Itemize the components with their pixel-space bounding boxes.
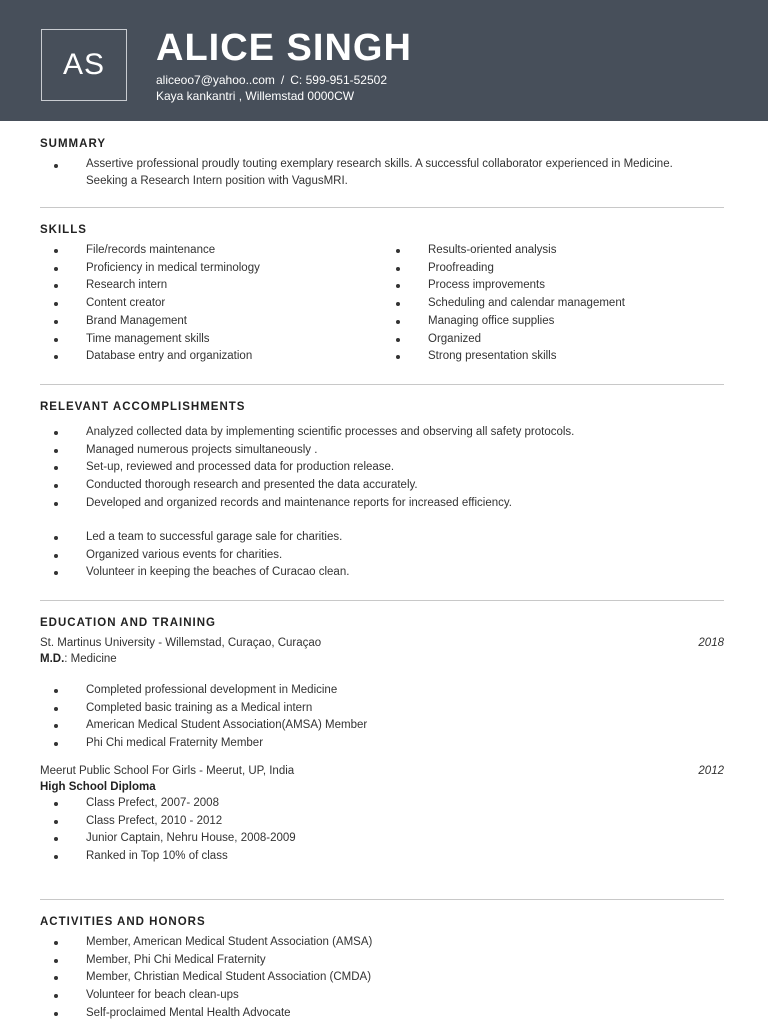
list-item: Database entry and organization xyxy=(86,348,260,366)
list-item: Content creator xyxy=(86,295,260,313)
address-text: Kaya kankantri , Willemstad 0000CW xyxy=(156,89,355,103)
activities-list xyxy=(86,934,372,1023)
accomplishments-list-1 xyxy=(86,424,574,513)
bullet-dot xyxy=(54,1012,58,1016)
list-item: Process improvements xyxy=(428,277,625,295)
skills-list-right xyxy=(428,242,625,366)
graduation-year: 2018 xyxy=(698,637,724,649)
school-name: Meerut Public School For Girls - Meerut, UP, India xyxy=(40,765,295,777)
bullet-dot xyxy=(54,284,58,288)
list-item: Research intern xyxy=(86,277,260,295)
list-item: Strong presentation skills xyxy=(428,348,625,366)
list-item: Proofreading xyxy=(428,260,625,278)
bullet-dot xyxy=(396,249,400,253)
bullet-dot xyxy=(54,802,58,806)
list-item: Scheduling and calendar management xyxy=(428,295,625,313)
list-item: File/records maintenance xyxy=(86,242,260,260)
monogram-badge: AS xyxy=(41,29,127,101)
phone-text: C: 599-951-52502 xyxy=(290,73,388,87)
list-item: Volunteer for beach clean-ups xyxy=(86,987,372,1005)
list-item: Organized various events for charities. xyxy=(86,547,349,565)
bullet-dot xyxy=(54,466,58,470)
bullet-dot xyxy=(54,431,58,435)
accomplishments-heading: RELEVANT ACCOMPLISHMENTS xyxy=(40,401,246,413)
bullet-dot xyxy=(396,338,400,342)
list-item: Results-oriented analysis xyxy=(428,242,625,260)
list-item: American Medical Student Association(AMSA) Member xyxy=(86,717,367,735)
list-item: Completed basic training as a Medical intern xyxy=(86,700,367,718)
degree-line: High School Diploma xyxy=(40,781,156,793)
bullet-dot xyxy=(54,994,58,998)
section-divider xyxy=(40,384,724,385)
list-item: Member, American Medical Student Association (AMSA) xyxy=(86,934,372,952)
bullet-dot xyxy=(54,302,58,306)
list-item: Self-proclaimed Mental Health Advocate xyxy=(86,1005,372,1023)
degree-line: M.D.: Medicine xyxy=(40,653,117,665)
list-item: Time management skills xyxy=(86,331,260,349)
list-item: Developed and organized records and maintenance reports for increased efficiency. xyxy=(86,495,574,513)
list-item: Member, Christian Medical Student Association (CMDA) xyxy=(86,969,372,987)
bullet-dot xyxy=(396,302,400,306)
activities-heading: ACTIVITIES AND HONORS xyxy=(40,916,206,928)
skills-heading: SKILLS xyxy=(40,224,87,236)
list-item: Junior Captain, Nehru House, 2008-2009 xyxy=(86,830,296,848)
list-item: Managed numerous projects simultaneously . xyxy=(86,442,574,460)
list-item: Class Prefect, 2010 - 2012 xyxy=(86,813,296,831)
bullet-dot xyxy=(54,536,58,540)
list-item: Member, Phi Chi Medical Fraternity xyxy=(86,952,372,970)
bullet-dot xyxy=(54,820,58,824)
bullet-dot xyxy=(54,267,58,271)
school-name: St. Martinus University - Willemstad, Curaçao, Curaçao xyxy=(40,637,322,649)
graduation-year: 2012 xyxy=(698,765,724,777)
section-divider xyxy=(40,207,724,208)
list-item: Volunteer in keeping the beaches of Curacao clean. xyxy=(86,564,349,582)
bullet-dot xyxy=(54,554,58,558)
bullet-dot xyxy=(396,267,400,271)
section-divider xyxy=(40,899,724,900)
list-item: Conducted thorough research and presented the data accurately. xyxy=(86,477,574,495)
bullet-dot xyxy=(54,689,58,693)
bullet-dot xyxy=(54,320,58,324)
education-list-1 xyxy=(86,682,367,753)
list-item: Brand Management xyxy=(86,313,260,331)
contact-line-1 xyxy=(156,72,387,88)
bullet-dot xyxy=(396,320,400,324)
email-text: aliceoo7@yahoo..com xyxy=(156,73,275,87)
section-divider xyxy=(40,600,724,601)
education-list-2 xyxy=(86,795,296,866)
bullet-dot xyxy=(54,164,58,168)
education-heading: EDUCATION AND TRAINING xyxy=(40,617,216,629)
bullet-dot xyxy=(396,355,400,359)
list-item: Analyzed collected data by implementing scientific processes and observing all safety protocols. xyxy=(86,424,574,442)
bullet-dot xyxy=(54,976,58,980)
list-item: Phi Chi medical Fraternity Member xyxy=(86,735,367,753)
bullet-dot xyxy=(54,484,58,488)
bullet-dot xyxy=(54,502,58,506)
accomplishments-list-2 xyxy=(86,529,349,582)
list-item: Class Prefect, 2007- 2008 xyxy=(86,795,296,813)
bullet-dot xyxy=(54,571,58,575)
candidate-name: ALICE SINGH xyxy=(156,27,412,69)
summary-heading: SUMMARY xyxy=(40,138,106,150)
resume-header xyxy=(0,0,768,121)
list-item: Organized xyxy=(428,331,625,349)
bullet-dot xyxy=(54,855,58,859)
bullet-dot xyxy=(54,355,58,359)
bullet-dot xyxy=(54,837,58,841)
bullet-dot xyxy=(54,724,58,728)
list-item: Managing office supplies xyxy=(428,313,625,331)
list-item: Led a team to successful garage sale for charities. xyxy=(86,529,349,547)
summary-text: Assertive professional proudly touting exemplary research skills. A successful collaborator experienced in Medicine. Seeking a Research Intern position with VagusMRI. xyxy=(86,158,673,187)
bullet-dot xyxy=(54,707,58,711)
bullet-dot xyxy=(396,284,400,288)
contact-info xyxy=(156,72,387,104)
bullet-dot xyxy=(54,249,58,253)
bullet-dot xyxy=(54,449,58,453)
bullet-dot xyxy=(54,742,58,746)
list-item: Completed professional development in Medicine xyxy=(86,682,367,700)
skills-list-left xyxy=(86,242,260,366)
bullet-dot xyxy=(54,941,58,945)
bullet-dot xyxy=(54,959,58,963)
list-item: Proficiency in medical terminology xyxy=(86,260,260,278)
list-item: Ranked in Top 10% of class xyxy=(86,848,296,866)
list-item: Set-up, reviewed and processed data for production release. xyxy=(86,459,574,477)
bullet-dot xyxy=(54,338,58,342)
contact-separator: / xyxy=(280,73,285,87)
